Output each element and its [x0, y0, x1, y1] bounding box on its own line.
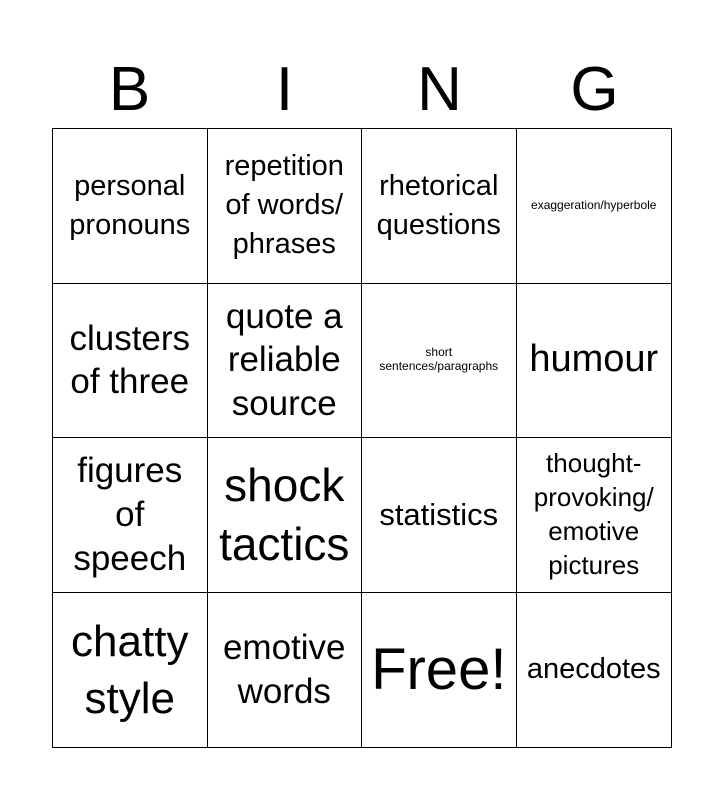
bingo-cell[interactable]: [362, 284, 517, 439]
header-letter-n: N: [417, 55, 462, 124]
cell-label: emotive words: [222, 628, 346, 711]
bingo-cell[interactable]: [53, 129, 208, 284]
bingo-header: [52, 52, 672, 128]
bingo-cell[interactable]: [53, 284, 208, 439]
cell-label: shock tactics: [219, 458, 350, 570]
cell-label: clusters of three: [69, 318, 191, 402]
cell-label: chatty style: [71, 616, 189, 723]
bingo-cell[interactable]: [517, 284, 672, 439]
bingo-cell[interactable]: [362, 129, 517, 284]
bingo-cell[interactable]: [517, 593, 672, 748]
bingo-cell[interactable]: [53, 593, 208, 748]
cell-label: quote a reliable source: [225, 296, 343, 424]
cell-label: exaggeration/hyperbole: [531, 197, 657, 212]
cell-label: statistics: [379, 497, 499, 533]
cell-label: rhetorical questions: [376, 169, 501, 241]
cell-label: humour: [529, 338, 659, 381]
bingo-cell[interactable]: [517, 129, 672, 284]
cell-label: repetition of words/ phrases: [224, 150, 344, 261]
header-letter-g: G: [570, 55, 619, 124]
cell-label: personal pronouns: [69, 169, 191, 241]
cell-label: figures of speech: [73, 451, 187, 578]
header-letter-b: B: [108, 55, 151, 124]
bingo-cell[interactable]: [208, 129, 363, 284]
bingo-board: [52, 128, 672, 748]
bingo-cell[interactable]: [208, 438, 363, 593]
cell-label: short sentences/paragraphs: [379, 345, 499, 374]
bingo-cell[interactable]: [208, 593, 363, 748]
bingo-cell[interactable]: [517, 438, 672, 593]
bingo-cell[interactable]: [208, 284, 363, 439]
bingo-cell[interactable]: [53, 438, 208, 593]
cell-label: thought-provoking/ emotive pictures: [533, 448, 654, 580]
bingo-cell[interactable]: [362, 438, 517, 593]
cell-label: anecdotes: [526, 653, 661, 686]
free-space-cell[interactable]: [362, 593, 517, 748]
header-letter-i: I: [275, 55, 294, 124]
free-space-label: Free!: [371, 636, 507, 702]
